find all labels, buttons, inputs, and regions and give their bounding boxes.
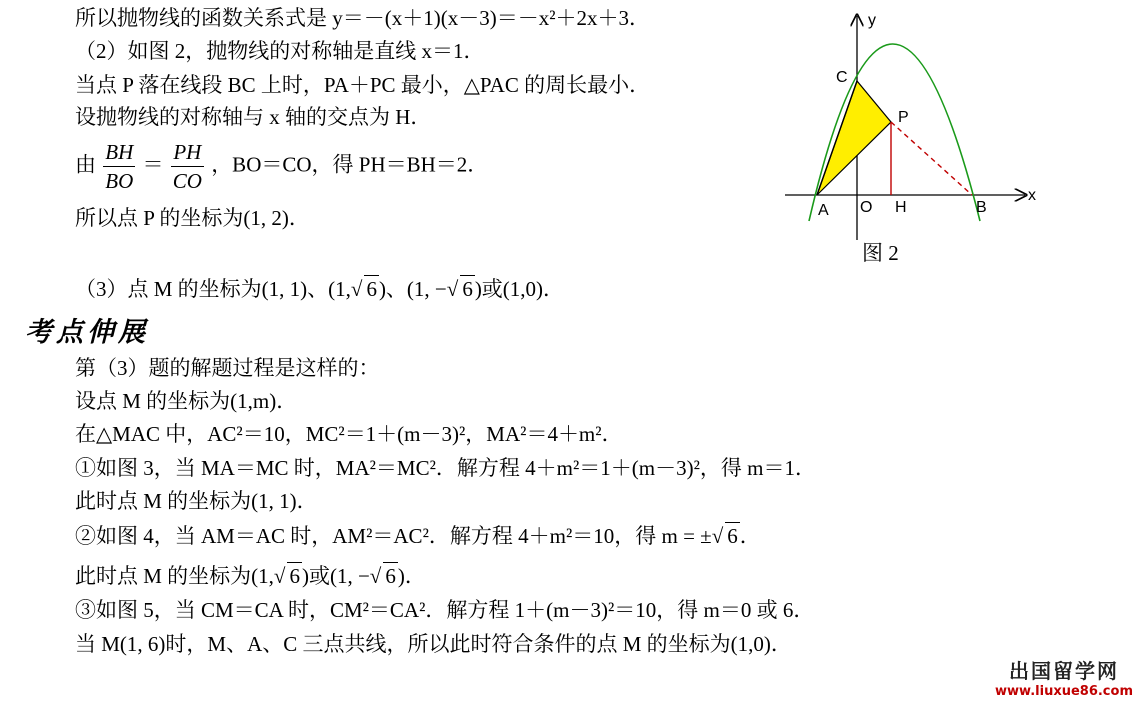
solution-line-1: 所以抛物线的函数关系式是 y＝－(x＋1)(x－3)＝－x²＋2x＋3．: [75, 6, 651, 30]
segment-pb: [891, 122, 972, 195]
l7-part-b: )、(1, −: [378, 277, 447, 301]
label-p: P: [898, 109, 909, 126]
solution-line-5: [75, 138, 488, 195]
watermark: [995, 655, 1133, 699]
extension-line-8: ③如图 5，当 CM＝CA 时，CM²＝CA²．解方程 1＋(m－3)²＝10，得 m＝0 或 6．: [75, 598, 815, 622]
extension-line-1: 第（3）题的解题过程是这样的：: [75, 356, 380, 380]
label-c: C: [836, 69, 848, 86]
extension-line-6: [75, 522, 761, 549]
sqrt-sign: √: [711, 524, 724, 548]
l13-part-a: ②如图 4，当 AM＝AC 时，AM²＝AC²．解方程 4＋m²＝10，得 m = ±: [75, 524, 712, 548]
l13-part-b: ．: [739, 524, 761, 548]
solution-line-7: [75, 275, 564, 302]
sqrt-radicand: 6: [289, 564, 300, 588]
fraction-ph-co: [171, 138, 204, 195]
sqrt-sign: √: [350, 277, 363, 301]
solution-line-4: 设抛物线的对称轴与 x 轴的交点为 H．: [75, 105, 432, 129]
label-o: O: [860, 199, 873, 216]
l14-part-b: )或(1, −: [301, 564, 370, 588]
extension-line-3: 在△MAC 中，AC²＝10，MC²＝1＋(m－3)²，MA²＝4＋m²．: [75, 422, 623, 446]
watermark-title: 出国留学网: [1009, 659, 1119, 683]
sqrt-sign: √: [369, 564, 382, 588]
sqrt-radicand: 6: [366, 277, 377, 301]
extension-line-5: 此时点 M 的坐标为(1, 1)．: [75, 489, 318, 513]
extension-line-7: [75, 562, 426, 589]
frac-denominator: BO: [105, 169, 134, 193]
parabola-diagram: [780, 10, 1045, 270]
extension-line-2: 设点 M 的坐标为(1,m)．: [75, 389, 298, 413]
extension-line-4: ①如图 3，当 MA＝MC 时，MA²＝MC²．解方程 4＋m²＝1＋(m－3)²，得 m＝1．: [75, 456, 816, 480]
sqrt-sign: √: [446, 277, 459, 301]
solution-line-3: 当点 P 落在线段 BC 上时，PA＋PC 最小，△PAC 的周长最小．: [75, 73, 651, 97]
extension-line-9: 当 M(1, 6)时，M、A、C 三点共线，所以此时符合条件的点 M 的坐标为(1,0)．: [75, 632, 792, 656]
l14-part-c: )．: [397, 564, 426, 588]
l7-part-a: （3）点 M 的坐标为(1, 1)、(1,: [75, 277, 351, 301]
section-heading: 考点伸展: [25, 317, 149, 348]
l5-equals: ＝: [142, 152, 164, 177]
label-y: y: [868, 12, 876, 29]
solution-line-2: （2）如图 2，抛物线的对称轴是直线 x＝1．: [75, 39, 485, 63]
watermark-url: www.liuxue86.com: [995, 684, 1133, 699]
sqrt-radicand: 6: [727, 524, 738, 548]
l5-prefix: 由: [75, 152, 96, 177]
triangle-apc: [817, 81, 891, 195]
sqrt-sign: √: [273, 564, 286, 588]
frac-numerator: PH: [171, 138, 204, 167]
sqrt-radicand: 6: [462, 277, 473, 301]
sqrt-radicand: 6: [385, 564, 396, 588]
solution-line-6: 所以点 P 的坐标为(1, 2)．: [75, 206, 310, 230]
label-a: A: [818, 202, 829, 219]
l5-suffix: ，BO＝CO，得 PH＝BH＝2．: [211, 152, 489, 177]
label-b: B: [976, 199, 987, 216]
frac-denominator: CO: [172, 169, 202, 193]
l7-part-c: )或(1,0)．: [474, 277, 565, 301]
label-h: H: [895, 199, 907, 216]
frac-numerator: BH: [103, 138, 135, 167]
l14-part-a: 此时点 M 的坐标为(1,: [75, 564, 274, 588]
label-x: x: [1028, 187, 1036, 204]
figure-caption: 图 2: [862, 241, 899, 265]
fraction-bh-bo: [103, 138, 135, 195]
